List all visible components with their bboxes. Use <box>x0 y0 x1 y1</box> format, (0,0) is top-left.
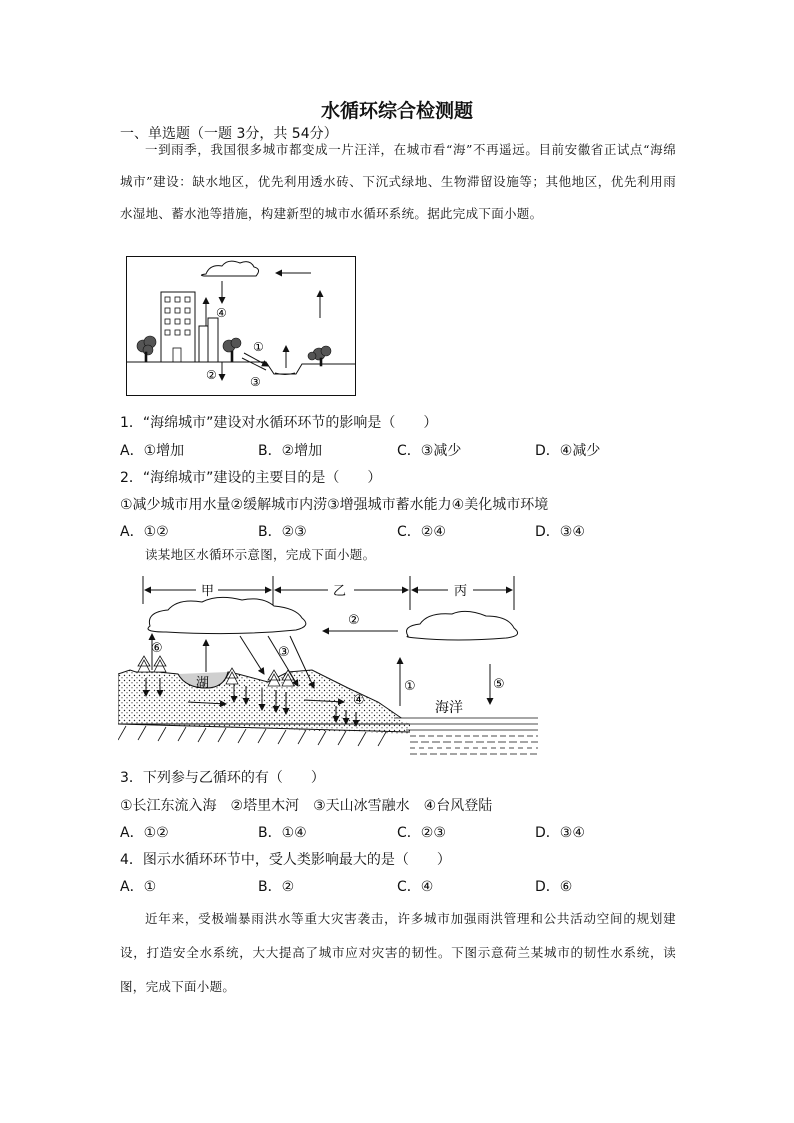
q2-option-d[interactable]: D．③④ <box>535 524 585 540</box>
ocean-label: 海洋 <box>435 700 463 716</box>
q4-option-b[interactable]: B．② <box>258 879 295 895</box>
label-4: ④ <box>353 693 365 708</box>
q4-option-d[interactable]: D．⑥ <box>535 879 573 895</box>
q3-option-d[interactable]: D．③④ <box>535 825 585 841</box>
question-2-stem: 2．“海绵城市”建设的主要目的是（ ） <box>120 470 382 486</box>
q1-option-c[interactable]: C．③减少 <box>397 443 462 459</box>
label-2: ② <box>348 613 360 628</box>
label-1: ① <box>404 679 416 694</box>
label-5: ⑤ <box>493 677 505 692</box>
label-4: ④ <box>216 306 227 320</box>
question-3-stem: 3．下列参与乙循环的有（ ） <box>120 770 325 786</box>
q2-option-c[interactable]: C．②④ <box>397 524 446 540</box>
q1-option-d[interactable]: D．④减少 <box>535 443 601 459</box>
region-jia: 甲 <box>201 584 215 599</box>
q4-option-a[interactable]: A．① <box>120 879 157 895</box>
q3-option-c[interactable]: C．②③ <box>397 825 446 841</box>
q4-option-c[interactable]: C．④ <box>397 879 434 895</box>
region-yi: 乙 <box>333 584 347 599</box>
q1-option-a[interactable]: A．①增加 <box>120 443 185 459</box>
intro-paragraph-1: 一到雨季，我国很多城市都变成一片汪洋，在城市看“海”不再遥远。目前安徽省正试点“海绵城市”建设：缺水地区，优先利用透水砖、下沉式绿地、生物滞留设施等；其他地区，优先利用雨水湿地、蓄水池等措施，构建新型的城市水循环系统。据此完成下面小题。 <box>120 142 676 221</box>
region-bing: 丙 <box>454 584 468 599</box>
intro-paragraph-2: 读某地区水循环示意图，完成下面小题。 <box>145 547 376 562</box>
building-tall <box>161 292 195 362</box>
intro-paragraph-3: 近年来，受极端暴雨洪水等重大灾害袭击，许多城市加强雨洪管理和公共活动空间的规划建设，打造安全水系统，大大提高了城市应对灾害的韧性。下图示意荷兰某城市的韧性水系统，读图，完成下面小题。 <box>120 911 676 994</box>
label-3: ③ <box>250 375 261 389</box>
q1-option-b[interactable]: B．②增加 <box>258 443 323 459</box>
question-1-stem: 1．“海绵城市”建设对水循环环节的影响是（ ） <box>120 415 438 431</box>
question-4-stem: 4．图示水循环环节中，受人类影响最大的是（ ） <box>120 852 451 868</box>
water-cycle-diagram <box>118 574 538 758</box>
question-2-choices: ①减少城市用水量②缓解城市内涝③增强城市蓄水能力④美化城市环境 <box>120 497 549 513</box>
land <box>118 670 410 724</box>
q2-option-b[interactable]: B．②③ <box>258 524 307 540</box>
cloud-land <box>148 597 306 633</box>
cloud-ocean <box>407 611 518 640</box>
section-heading: 一、单选题（一题 3分，共 54分） <box>120 126 338 142</box>
label-6: ⑥ <box>151 641 163 656</box>
q3-option-a[interactable]: A．①② <box>120 825 169 841</box>
page-title: 水循环综合检测题 <box>320 100 473 122</box>
q2-option-a[interactable]: A．①② <box>120 524 169 540</box>
label-2: ② <box>206 368 217 382</box>
label-1: ① <box>253 340 264 354</box>
q3-option-b[interactable]: B．①④ <box>258 825 307 841</box>
sponge-city-diagram <box>126 256 356 396</box>
lake-label: 湖 <box>196 676 210 691</box>
label-3: ③ <box>278 645 290 660</box>
question-3-choices: ①长江东流入海 ②塔里木河 ③天山冰雪融水 ④台风登陆 <box>120 798 493 814</box>
